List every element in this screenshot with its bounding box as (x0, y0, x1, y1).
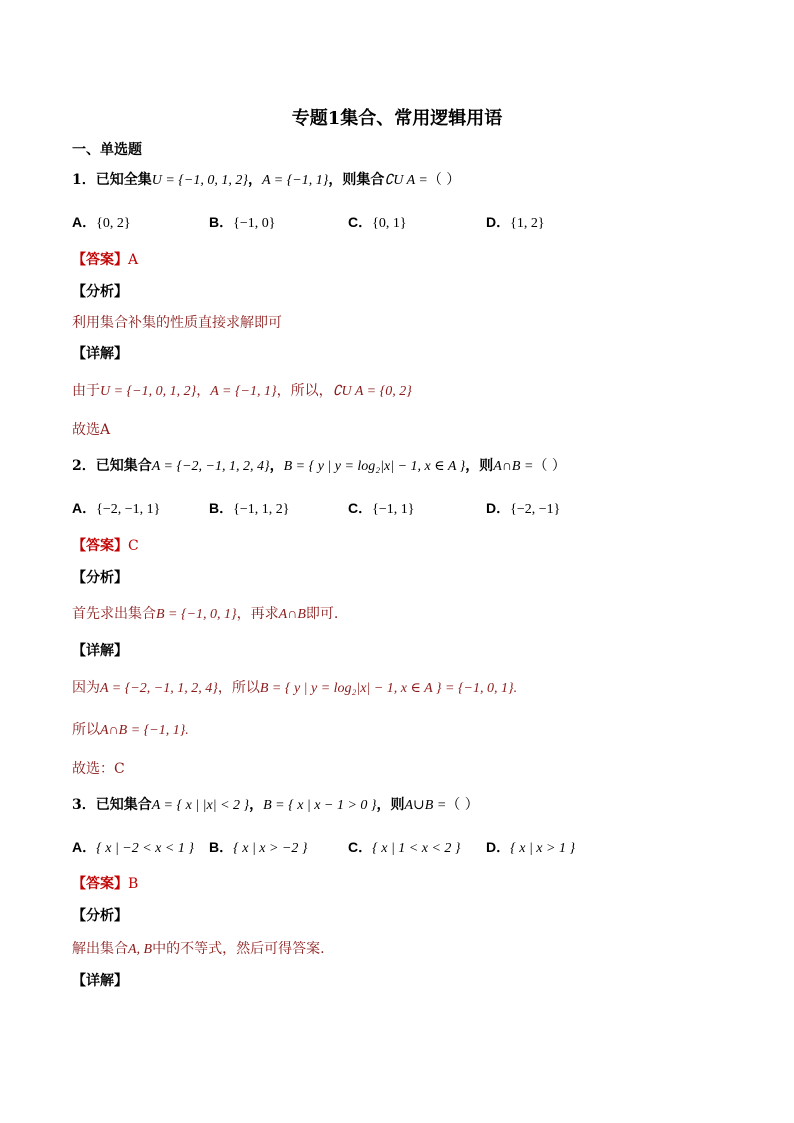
option-label: A． (72, 214, 97, 230)
option-label: A． (72, 839, 97, 855)
question-1-stem (72, 170, 460, 191)
question-2-stem (72, 456, 566, 477)
option-text: {0, 2} (96, 216, 131, 231)
math-expr: ∁U A = {0, 2} (332, 384, 412, 399)
option-text: {−2, −1} (510, 502, 561, 517)
q2-analysis-text (72, 604, 338, 625)
q1-option-b (209, 212, 275, 234)
question-text: 已知集合 (95, 797, 152, 813)
analysis-text: ，再求 (236, 606, 279, 622)
math-expr: B = { x | x − 1 > 0 } (263, 798, 377, 813)
separator: ， (269, 458, 284, 474)
option-text: {1, 2} (510, 216, 545, 231)
q1-analysis-text: 利用集合补集的性质直接求解即可 (72, 315, 282, 331)
q1-option-a (72, 212, 131, 234)
q2-option-c (348, 498, 414, 520)
option-text: {−2, −1, 1} (96, 502, 161, 517)
answer-label: 【答案】 (72, 876, 128, 892)
math-expr: U = {−1, 0, 1, 2} (151, 173, 248, 188)
question-text: 已知全集 (95, 172, 152, 188)
answer-value: A (128, 252, 139, 268)
analysis-text: 解出集合 (72, 941, 128, 957)
detail-text: ，所以， (276, 383, 333, 399)
question-text: 已知集合 (95, 458, 152, 474)
question-number: 3． (72, 797, 96, 813)
option-label: D． (486, 839, 511, 855)
q2-option-d (486, 498, 560, 520)
separator: ， (196, 383, 211, 399)
q2-conclusion: 故选：C (72, 761, 125, 777)
detail-label: 【详解】 (72, 643, 128, 659)
q3-option-a (72, 837, 194, 859)
detail-label: 【详解】 (72, 973, 128, 989)
detail-text: 由于 (72, 383, 100, 399)
q1-conclusion: 故选A (72, 422, 111, 438)
option-label: B． (209, 500, 234, 516)
section-heading: 一、单选题 (72, 142, 142, 158)
analysis-text: 即可. (305, 606, 339, 622)
q3-answer (72, 874, 138, 894)
option-label: B． (209, 214, 234, 230)
math-expr: A∩B = (493, 459, 534, 474)
math-expr: A = {−2, −1, 1, 2, 4} (100, 681, 218, 696)
detail-label: 【详解】 (72, 346, 128, 362)
math-expr: A, B (128, 942, 153, 957)
answer-paren: （ ） (533, 458, 566, 474)
math-expr: A∪B = (404, 798, 447, 813)
q3-option-b (209, 837, 308, 859)
option-text: { x | 1 < x < 2 } (372, 841, 461, 856)
analysis-text: 中的不等式，然后可得答案. (152, 941, 325, 957)
math-expr: B = { y | y = log₂|x| − 1, x ∈ A } (283, 459, 466, 474)
option-text: {−1, 0} (233, 216, 276, 231)
q2-option-a (72, 498, 160, 520)
analysis-label: 【分析】 (72, 908, 128, 924)
option-text: {−1, 1, 2} (233, 502, 290, 517)
q1-option-d (486, 212, 545, 234)
math-expr: U = {−1, 0, 1, 2} (100, 384, 197, 399)
q1-answer (72, 250, 138, 270)
q3-analysis-text (72, 939, 325, 960)
question-number: 2． (72, 458, 96, 474)
analysis-label: 【分析】 (72, 284, 128, 300)
answer-value: B (128, 876, 139, 892)
math-expr: B = { y | y = log₂|x| − 1, x ∈ A } = {−1, 0, 1}. (259, 681, 518, 696)
question-3-stem (72, 795, 479, 816)
detail-text: 因为 (72, 680, 100, 696)
option-text: { x | −2 < x < 1 } (96, 841, 194, 856)
separator: ， (247, 172, 262, 188)
question-text: ，则 (376, 797, 405, 813)
separator: ， (249, 797, 264, 813)
analysis-text: 首先求出集合 (72, 606, 156, 622)
q3-option-c (348, 837, 461, 859)
math-expr: A∩B = {−1, 1}. (100, 723, 189, 738)
answer-paren: （ ） (446, 797, 479, 813)
detail-text: ，所以 (217, 680, 260, 696)
q2-option-b (209, 498, 289, 520)
answer-paren: （ ） (427, 172, 461, 188)
option-text: { x | x > −2 } (233, 841, 308, 856)
answer-value: C (128, 538, 139, 554)
option-label: C． (348, 839, 373, 855)
q2-answer (72, 536, 139, 556)
math-expr: ∁U A = (384, 173, 428, 188)
option-text: { x | x > 1 } (510, 841, 576, 856)
question-text: ，则 (465, 458, 494, 474)
math-expr: A = {−1, 1} (210, 384, 277, 399)
q2-detail-line-2 (72, 720, 189, 741)
question-text: ，则集合 (328, 172, 385, 188)
math-expr: A∩B (278, 607, 306, 622)
q3-option-d (486, 837, 575, 859)
q1-option-c (348, 212, 407, 234)
answer-label: 【答案】 (72, 538, 128, 554)
math-expr: B = {−1, 0, 1} (156, 607, 237, 622)
page-title: 专题1集合、常用逻辑用语 (291, 108, 503, 129)
question-number: 1． (72, 172, 96, 188)
answer-label: 【答案】 (72, 252, 128, 268)
detail-text: 所以 (72, 722, 100, 738)
math-expr: A = {−1, 1} (261, 173, 329, 188)
option-label: C． (348, 500, 373, 516)
option-text: {0, 1} (372, 216, 407, 231)
option-label: B． (209, 839, 234, 855)
option-text: {−1, 1} (372, 502, 415, 517)
math-expr: A = {−2, −1, 1, 2, 4} (151, 459, 270, 474)
option-label: A． (72, 500, 97, 516)
option-label: C． (348, 214, 373, 230)
math-expr: A = { x | |x| < 2 } (151, 798, 250, 813)
analysis-label: 【分析】 (72, 570, 128, 586)
option-label: D． (486, 500, 511, 516)
q1-detail (72, 381, 412, 402)
q2-detail-line-1 (72, 678, 517, 699)
option-label: D． (486, 214, 511, 230)
